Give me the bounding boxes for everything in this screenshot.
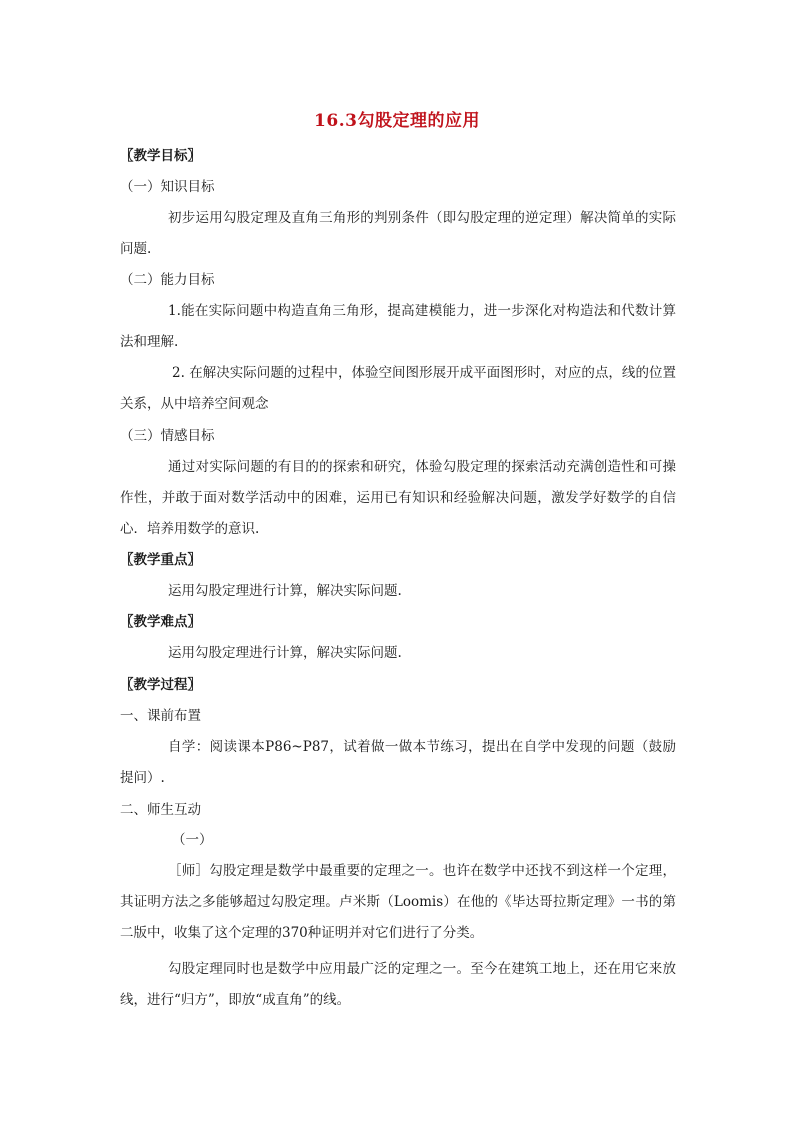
process-heading: 〖教学过程〗 [120,677,201,693]
ability-goal-label: （二）能力目标 [120,272,215,288]
difficulty-heading: 〖教学难点〗 [120,614,201,630]
section-heading: 〖教学目标〗 [120,148,201,164]
process-section1-label: 一、课前布置 [120,708,201,724]
difficulty-text: 运用勾股定理进行计算，解决实际问题. [168,645,402,661]
process-section1-text: 自学：阅读课本P86~P87，试着做一做本节练习，提出在自学中发现的问题（鼓励提问）. [120,739,676,786]
key-point-text: 运用勾股定理进行计算，解决实际问题. [168,583,402,599]
process-section2-label: 二、师生互动 [120,802,201,818]
process-section2-paragraph-1: ［师］勾股定理是数学中最重要的定理之一。也许在数学中还找不到这样一个定理，其证明方法之多能够超过勾股定理。卢米斯（Loomis）在他的《毕达哥拉斯定理》一书的第二版中，收集了这个定理的370种证明并对它们进行了分类。 [120,863,676,941]
process-section2-paragraph-2: 勾股定理同时也是数学中应用最广泛的定理之一。至今在建筑工地上，还在用它来放线，进行“归方”，即放“成直角”的线。 [120,961,676,1008]
ability-goal-item-2: 2. 在解决实际问题的过程中，体验空间图形展开成平面图形时，对应的点，线的位置关系，从中培养空间观念 [120,365,676,412]
knowledge-goal-label: （一）知识目标 [120,179,215,195]
document-title: 16.3勾股定理的应用 [314,111,480,131]
key-point-heading: 〖教学重点〗 [120,552,201,568]
emotion-goal-text: 通过对实际问题的有目的的探索和研究，体验勾股定理的探索活动充满创造性和可操作性，并敢于面对数学活动中的困难，运用已有知识和经验解决问题，激发学好数学的自信心．培养用数学的意识. [120,459,676,537]
process-section2-sub: （一） [172,832,213,848]
objectives-heading [120,146,676,166]
emotion-goal-label: （三）情感目标 [120,428,215,444]
knowledge-goal-text: 初步运用勾股定理及直角三角形的判别条件（即勾股定理的逆定理）解决简单的实际问题. [120,210,676,257]
ability-goal-item-1: 1.能在实际问题中构造直角三角形，提高建模能力，进一步深化对构造法和代数计算法和理解. [120,303,676,350]
